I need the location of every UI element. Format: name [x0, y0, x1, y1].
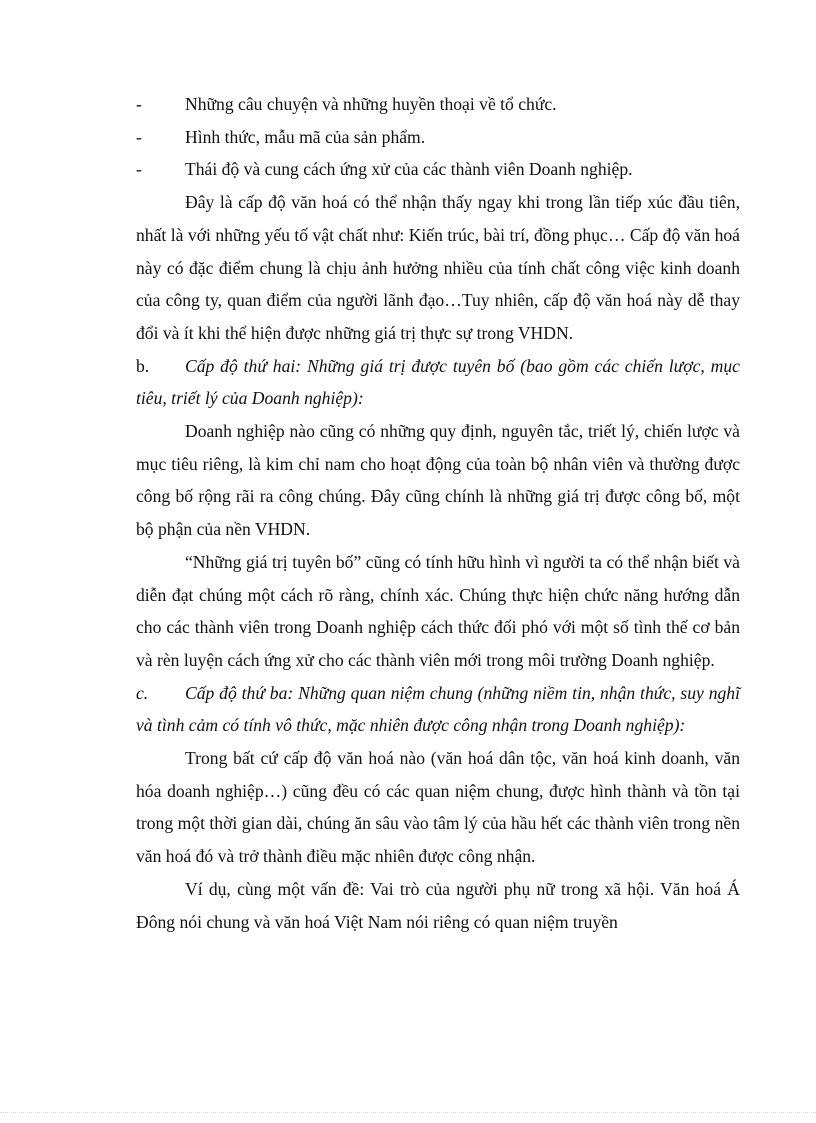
section-heading-b-text: Cấp độ thứ hai: Những giá trị được tuyên bố (bao gồm các chiến lược, mục tiêu, triết lý của Doanh nghiệp): [136, 355, 740, 409]
bullet-dash: - [136, 159, 142, 180]
bullet-dash: - [136, 126, 142, 147]
paragraph-declared-values-tangible: “Những giá trị tuyên bố” cũng có tính hữu hình vì người ta có thể nhận biết và diễn đạt chúng một cách rõ ràng, chính xác. Chúng thực hiện chức năng hướng dẫn cho các thành viên trong Doanh nghiệp cách thức đối phó với một số tình thế cơ bản và rèn luyện cách ứng xử cho các thành viên mới trong môi trường Doanh nghiệp. [136, 551, 740, 670]
paragraph-shared-assumptions: Trong bất cứ cấp độ văn hoá nào (văn hoá dân tộc, văn hoá kinh doanh, văn hóa doanh nghiệp…) cũng đều có các quan niệm chung, được hình thành và tồn tại trong một thời gian dài, chúng ăn sâu vào tâm lý của hầu hết các thành viên trong nền văn hoá đó và trở thành điều mặc nhiên được công nhận. [136, 748, 740, 867]
bullet-dash: - [136, 94, 142, 114]
page-bottom-divider [0, 1112, 816, 1113]
section-letter-c: c. [136, 682, 149, 703]
section-letter-b: b. [136, 355, 150, 376]
paragraph-declared-values: Doanh nghiệp nào cũng có những quy định, nguyên tắc, triết lý, chiến lược và mục tiêu riêng, là kim chỉ nam cho hoạt động của toàn bộ nhân viên và thường được công bố rộng rãi ra công chúng. Đây cũng chính là những giá trị được công bố, một bộ phận của nền VHDN. [136, 421, 740, 540]
page-content [136, 88, 740, 938]
section-heading-c [136, 677, 740, 742]
section-heading-c-text: Cấp độ thứ ba: Những quan niệm chung (những niềm tin, nhận thức, suy nghĩ và tình cảm có tính vô thức, mặc nhiên được công nhận trong Doanh nghiệp): [136, 682, 740, 736]
bullet-item [136, 88, 740, 121]
bullet-text: Thái độ và cung cách ứng xử của các thành viên Doanh nghiệp. [185, 159, 633, 180]
bullet-text: Hình thức, mẫu mã của sản phẩm. [185, 126, 426, 147]
paragraph-example: Ví dụ, cùng một vấn đề: Vai trò của người phụ nữ trong xã hội. Văn hoá Á Đông nói chung và văn hoá Việt Nam nói riêng có quan niệm truyền [136, 878, 740, 932]
bullet-item [136, 153, 740, 186]
bullet-item [136, 121, 740, 154]
section-heading-b [136, 350, 740, 415]
paragraph-visible-level: Đây là cấp độ văn hoá có thể nhận thấy ngay khi trong lần tiếp xúc đầu tiên, nhất là với những yếu tố vật chất như: Kiến trúc, bài trí, đồng phục… Cấp độ văn hoá này có đặc điểm chung là chịu ảnh hưởng nhiều của tính chất công việc kinh doanh của công ty, quan điểm của người lãnh đạo…Tuy nhiên, cấp độ văn hoá này dễ thay đổi và ít khi thể hiện được những giá trị thực sự trong VHDN. [136, 192, 740, 343]
bullet-text: Những câu chuyện và những huyền thoại về tổ chức. [185, 94, 557, 114]
